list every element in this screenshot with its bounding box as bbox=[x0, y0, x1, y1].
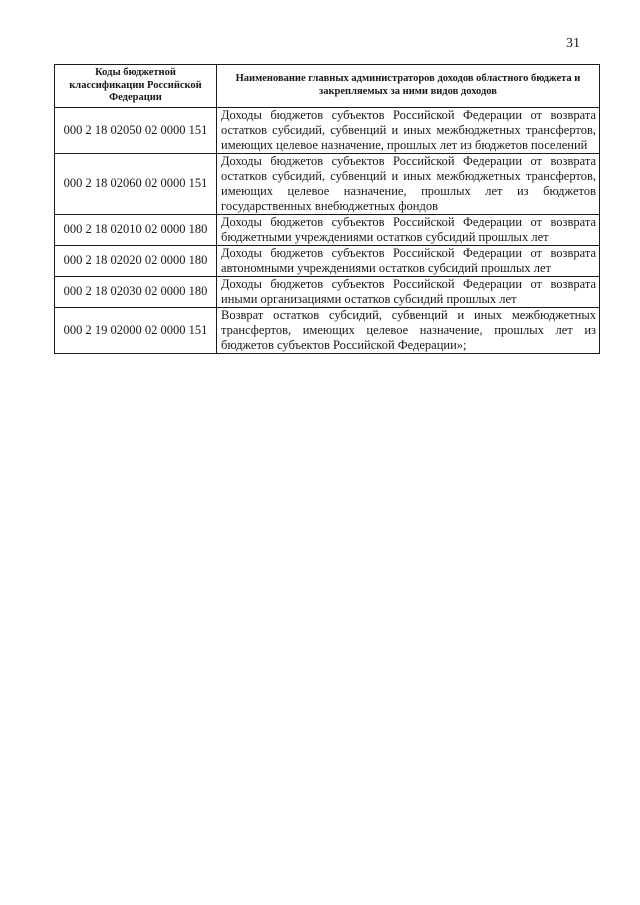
table-row bbox=[55, 214, 600, 245]
row-code: 000 2 18 02060 02 0000 151 bbox=[55, 153, 217, 214]
row-name: Доходы бюджетов субъектов Российской Федерации от возврата автономными учреждениями остатков субсидий прошлых лет bbox=[217, 245, 600, 276]
table-row bbox=[55, 276, 600, 307]
row-code: 000 2 18 02030 02 0000 180 bbox=[55, 276, 217, 307]
row-code: 000 2 18 02020 02 0000 180 bbox=[55, 245, 217, 276]
row-name: Доходы бюджетов субъектов Российской Федерации от возврата остатков субсидий, субвенций и иных межбюджетных трансфертов, имеющих целевое назначение, прошлых лет из бюджетов поселений bbox=[217, 107, 600, 153]
header-names: Наименование главных администраторов доходов областного бюджета и закрепляемых за ними видов доходов bbox=[217, 65, 600, 108]
budget-codes-table-container bbox=[54, 64, 599, 354]
row-code: 000 2 18 02050 02 0000 151 bbox=[55, 107, 217, 153]
row-name: Доходы бюджетов субъектов Российской Федерации от возврата остатков субсидий, субвенций и иных межбюджетных трансфертов, имеющих целевое назначение, прошлых лет из бюджетов государственных внебюджетных фондов bbox=[217, 153, 600, 214]
row-name: Возврат остатков субсидий, субвенций и иных межбюджетных трансфертов, имеющих целевое назначение, прошлых лет из бюджетов субъектов Российской Федерации»; bbox=[217, 307, 600, 353]
table-row bbox=[55, 107, 600, 153]
table-header-row bbox=[55, 65, 600, 108]
row-name: Доходы бюджетов субъектов Российской Федерации от возврата иными организациями остатков субсидий прошлых лет bbox=[217, 276, 600, 307]
row-code: 000 2 19 02000 02 0000 151 bbox=[55, 307, 217, 353]
header-codes: Коды бюджетной классификации Российской Федерации bbox=[55, 65, 217, 108]
row-name: Доходы бюджетов субъектов Российской Федерации от возврата бюджетными учреждениями остатков субсидий прошлых лет bbox=[217, 214, 600, 245]
budget-codes-table bbox=[54, 64, 600, 354]
table-row bbox=[55, 153, 600, 214]
row-code: 000 2 18 02010 02 0000 180 bbox=[55, 214, 217, 245]
page-number: 31 bbox=[566, 36, 580, 51]
table-row bbox=[55, 307, 600, 353]
table-row bbox=[55, 245, 600, 276]
